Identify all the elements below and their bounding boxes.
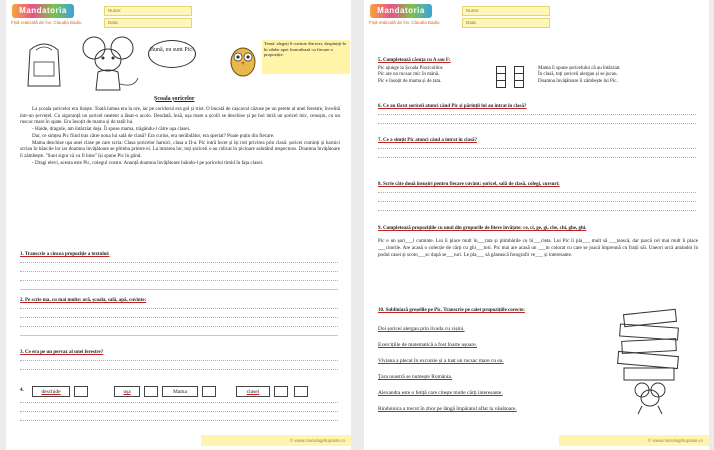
- question-10: 10. Subliniază greșelile pe Pic. Transcrie pe caiet propozițiile corecte:: [378, 308, 525, 313]
- answer-line[interactable]: [378, 123, 696, 124]
- answer-line[interactable]: [378, 210, 696, 211]
- word-box: Mama: [162, 386, 198, 397]
- answer-line[interactable]: [20, 262, 338, 263]
- answer-line[interactable]: [20, 271, 338, 272]
- empty-box[interactable]: [294, 386, 308, 397]
- answer-line[interactable]: [20, 308, 338, 309]
- answer-line[interactable]: [378, 201, 696, 202]
- question-2: 2. Pe scrie ma, cu mai multe: oră, școala, sală, apă, cuvinte:: [20, 298, 147, 303]
- sentence: Rinduinica a trecut în zbor pe lângă împăratul aflat la vânătoare.: [378, 406, 517, 412]
- answer-box[interactable]: [514, 80, 524, 88]
- answer-line[interactable]: [20, 369, 338, 370]
- sentence: Exercițiile de matematică a fost foarte ușoare.: [378, 342, 477, 348]
- homework-hint: Temă: alegeți 6 cuvinte din text, despărțiți-le în silabe apoi formulează cu fiecare o propoziție.: [262, 40, 350, 74]
- statement: Doamna învățătoare îi zâmbește lui Pic.: [538, 78, 618, 84]
- question-6: 6. Ce au făcut șoriceii atunci când Pic și părinții lui au intrat în clasă?: [378, 104, 527, 109]
- date-field[interactable]: Data:: [104, 18, 192, 28]
- author-credit: Fișă realizată de înv. Claudia Badiu: [369, 20, 440, 25]
- statement: În clasă, toți șoriceii alergau și se jucau.: [538, 72, 618, 78]
- speech-bubble: Bună, eu sunt Pic!: [148, 40, 196, 68]
- question-1: 1. Transcrie a cincea propoziție a textului:: [20, 252, 110, 257]
- worksheet-page-2: [364, 0, 709, 450]
- page-footer: © www.manolagritupaste.ro: [201, 435, 351, 446]
- statement: Pic ajunge la Școala Piscicolilor.: [378, 66, 444, 71]
- sentence: Alexandra este o fetiță care citește multe cărți interesante.: [378, 390, 503, 396]
- worksheet-page-1: [6, 0, 351, 450]
- sentence: Doi șoricei alergau prin livada cu vișini.: [378, 326, 465, 332]
- statement: Mama îi spune șoricelului că au întârziat.: [538, 66, 621, 71]
- empty-box[interactable]: [274, 386, 288, 397]
- question-4: 4.: [20, 388, 24, 393]
- question-5: 5. Completează căsuța cu A sau F:: [378, 58, 451, 63]
- story-paragraph: - Dragi elevi, acesta este Pic, colegul vostru. Anunță doamna învățătoare luându-l pe șoricelul timid în fața clasei.: [32, 159, 264, 166]
- story-text: [20, 106, 340, 166]
- name-field[interactable]: Nume:: [104, 6, 192, 16]
- page-footer: © www.manolagritupaste.ro: [559, 435, 709, 446]
- question-7: 7. Ce a simțit Pic atunci când a intrat în clasă?: [378, 138, 478, 143]
- answer-line[interactable]: [20, 326, 338, 327]
- date-field[interactable]: Data:: [462, 18, 550, 28]
- answer-line[interactable]: [378, 148, 696, 149]
- question-3: 3. Ce era pe un pervaz al unei ferestre?: [20, 350, 104, 355]
- site-logo: Mandatoria: [12, 4, 74, 18]
- empty-box[interactable]: [144, 386, 158, 397]
- answer-line[interactable]: [20, 289, 338, 290]
- author-credit: Fișă realizată de înv. Claudia Badiu: [11, 20, 82, 25]
- answer-box[interactable]: [496, 80, 506, 88]
- sentence: Țara noastră se numește România.: [378, 374, 453, 380]
- answer-line[interactable]: [378, 157, 696, 158]
- word-box: deschide: [32, 386, 70, 397]
- answer-line[interactable]: [378, 114, 696, 115]
- answer-line[interactable]: [20, 360, 338, 361]
- question-8: 8. Scrie câte două însușiri pentru fiecare cuvânt: șoricel, sală de clasă, colegi, cursuri:: [378, 182, 560, 187]
- mouse-pic-illustration: [72, 34, 144, 96]
- mouse-with-books-illustration: [612, 306, 692, 416]
- word-box: clasei: [236, 386, 270, 397]
- sentence: Viviana a plecat în excursie și a luat un rucsac mare cu ea.: [378, 358, 504, 364]
- page-header: [364, 0, 709, 32]
- story-title: Școala șoricelor: [154, 96, 195, 102]
- answer-line[interactable]: [20, 335, 338, 336]
- true-false-table: [378, 66, 698, 85]
- question-9: 9. Completează propozițiile cu unul din grupurile de litere învățate: ce, ci, ge, gi, che, chi, ghe, ghi.: [378, 226, 587, 231]
- story-paragraph: La școala șoricelor era liniște. Toată lumea era la ore, iar pe coridorul era gol și trist. O bucată de cașcaval căzuse pe un perete al unei ferestre, învelită într-un șervețel. Cu siguranță un șoricel neatent a lăsat-o acolo. Deodată, însă, ușa mare a școlii se deschise și pe hol intră un șoricel mic, cenușiu, cu un ruscac mare în spate. Era însoțit de mama și de tatăl lui.: [20, 106, 340, 126]
- story-paragraph: Mama deschise uşa unei clase pe care scria: Clasa șoricelor harnici, clasa a II-a. Pic intră încet și își roti privirea prin clasă: șoricei cuminți și harnici scriau în băncile lor iar doamna învățătoare se plimba printre ei. La intrarea lor, toți șoriceii s-au ridicat în picioare salutând respectuos. Doamna învățătoare îi zâmbește. "Sunt sigur că va fi bine" își spune Pic în gând.: [20, 139, 340, 159]
- statement: Pic e însoțit de mama și de tata.: [378, 78, 442, 84]
- answer-line[interactable]: [20, 411, 338, 412]
- answer-line[interactable]: [20, 280, 338, 281]
- site-logo: Mandatoria: [370, 4, 432, 18]
- answer-line[interactable]: [20, 402, 338, 403]
- page-header: [6, 0, 351, 32]
- empty-box[interactable]: [74, 386, 88, 397]
- statement: Pic are un rucsac mic în mână.: [378, 72, 440, 78]
- school-bag-illustration: [22, 38, 66, 90]
- fill-in-text[interactable]: Pic e un șori___l cuminte. Lui îi place mult în___tata și plimbările cu bi___cleta. Lui Pic îi pla___ mult să ___tească, dar parcă cel mai mult îi place ___citorile. Are acasă o colecție de cărți cu ghi___tori. Pic mai are acasă un ___m colorat cu care se joacă împreună cu frații săi. Uneori urcă amândoi în podul casei și scoto___sc după se___turi. Le pla___ să găsească fotografii ve___ și interesante.: [378, 238, 698, 258]
- answer-line[interactable]: [20, 317, 338, 318]
- empty-box[interactable]: [202, 386, 216, 397]
- story-paragraph: Dar, ce simțea Pic fiind tras către noua lui sală de clasă? Era curios, era nerăbdător, era speriat? Poate puțin din fiecare.: [32, 132, 275, 139]
- story-paragraph: - Haide, dragule, am întârziat deja. Îi spuse mama, trăgându-l către uşa clasei.: [32, 126, 191, 133]
- answer-line[interactable]: [378, 192, 696, 193]
- owl-icon: [228, 42, 258, 78]
- answer-line[interactable]: [20, 420, 338, 421]
- name-field[interactable]: Nume:: [462, 6, 550, 16]
- word-box: ușa: [114, 386, 140, 397]
